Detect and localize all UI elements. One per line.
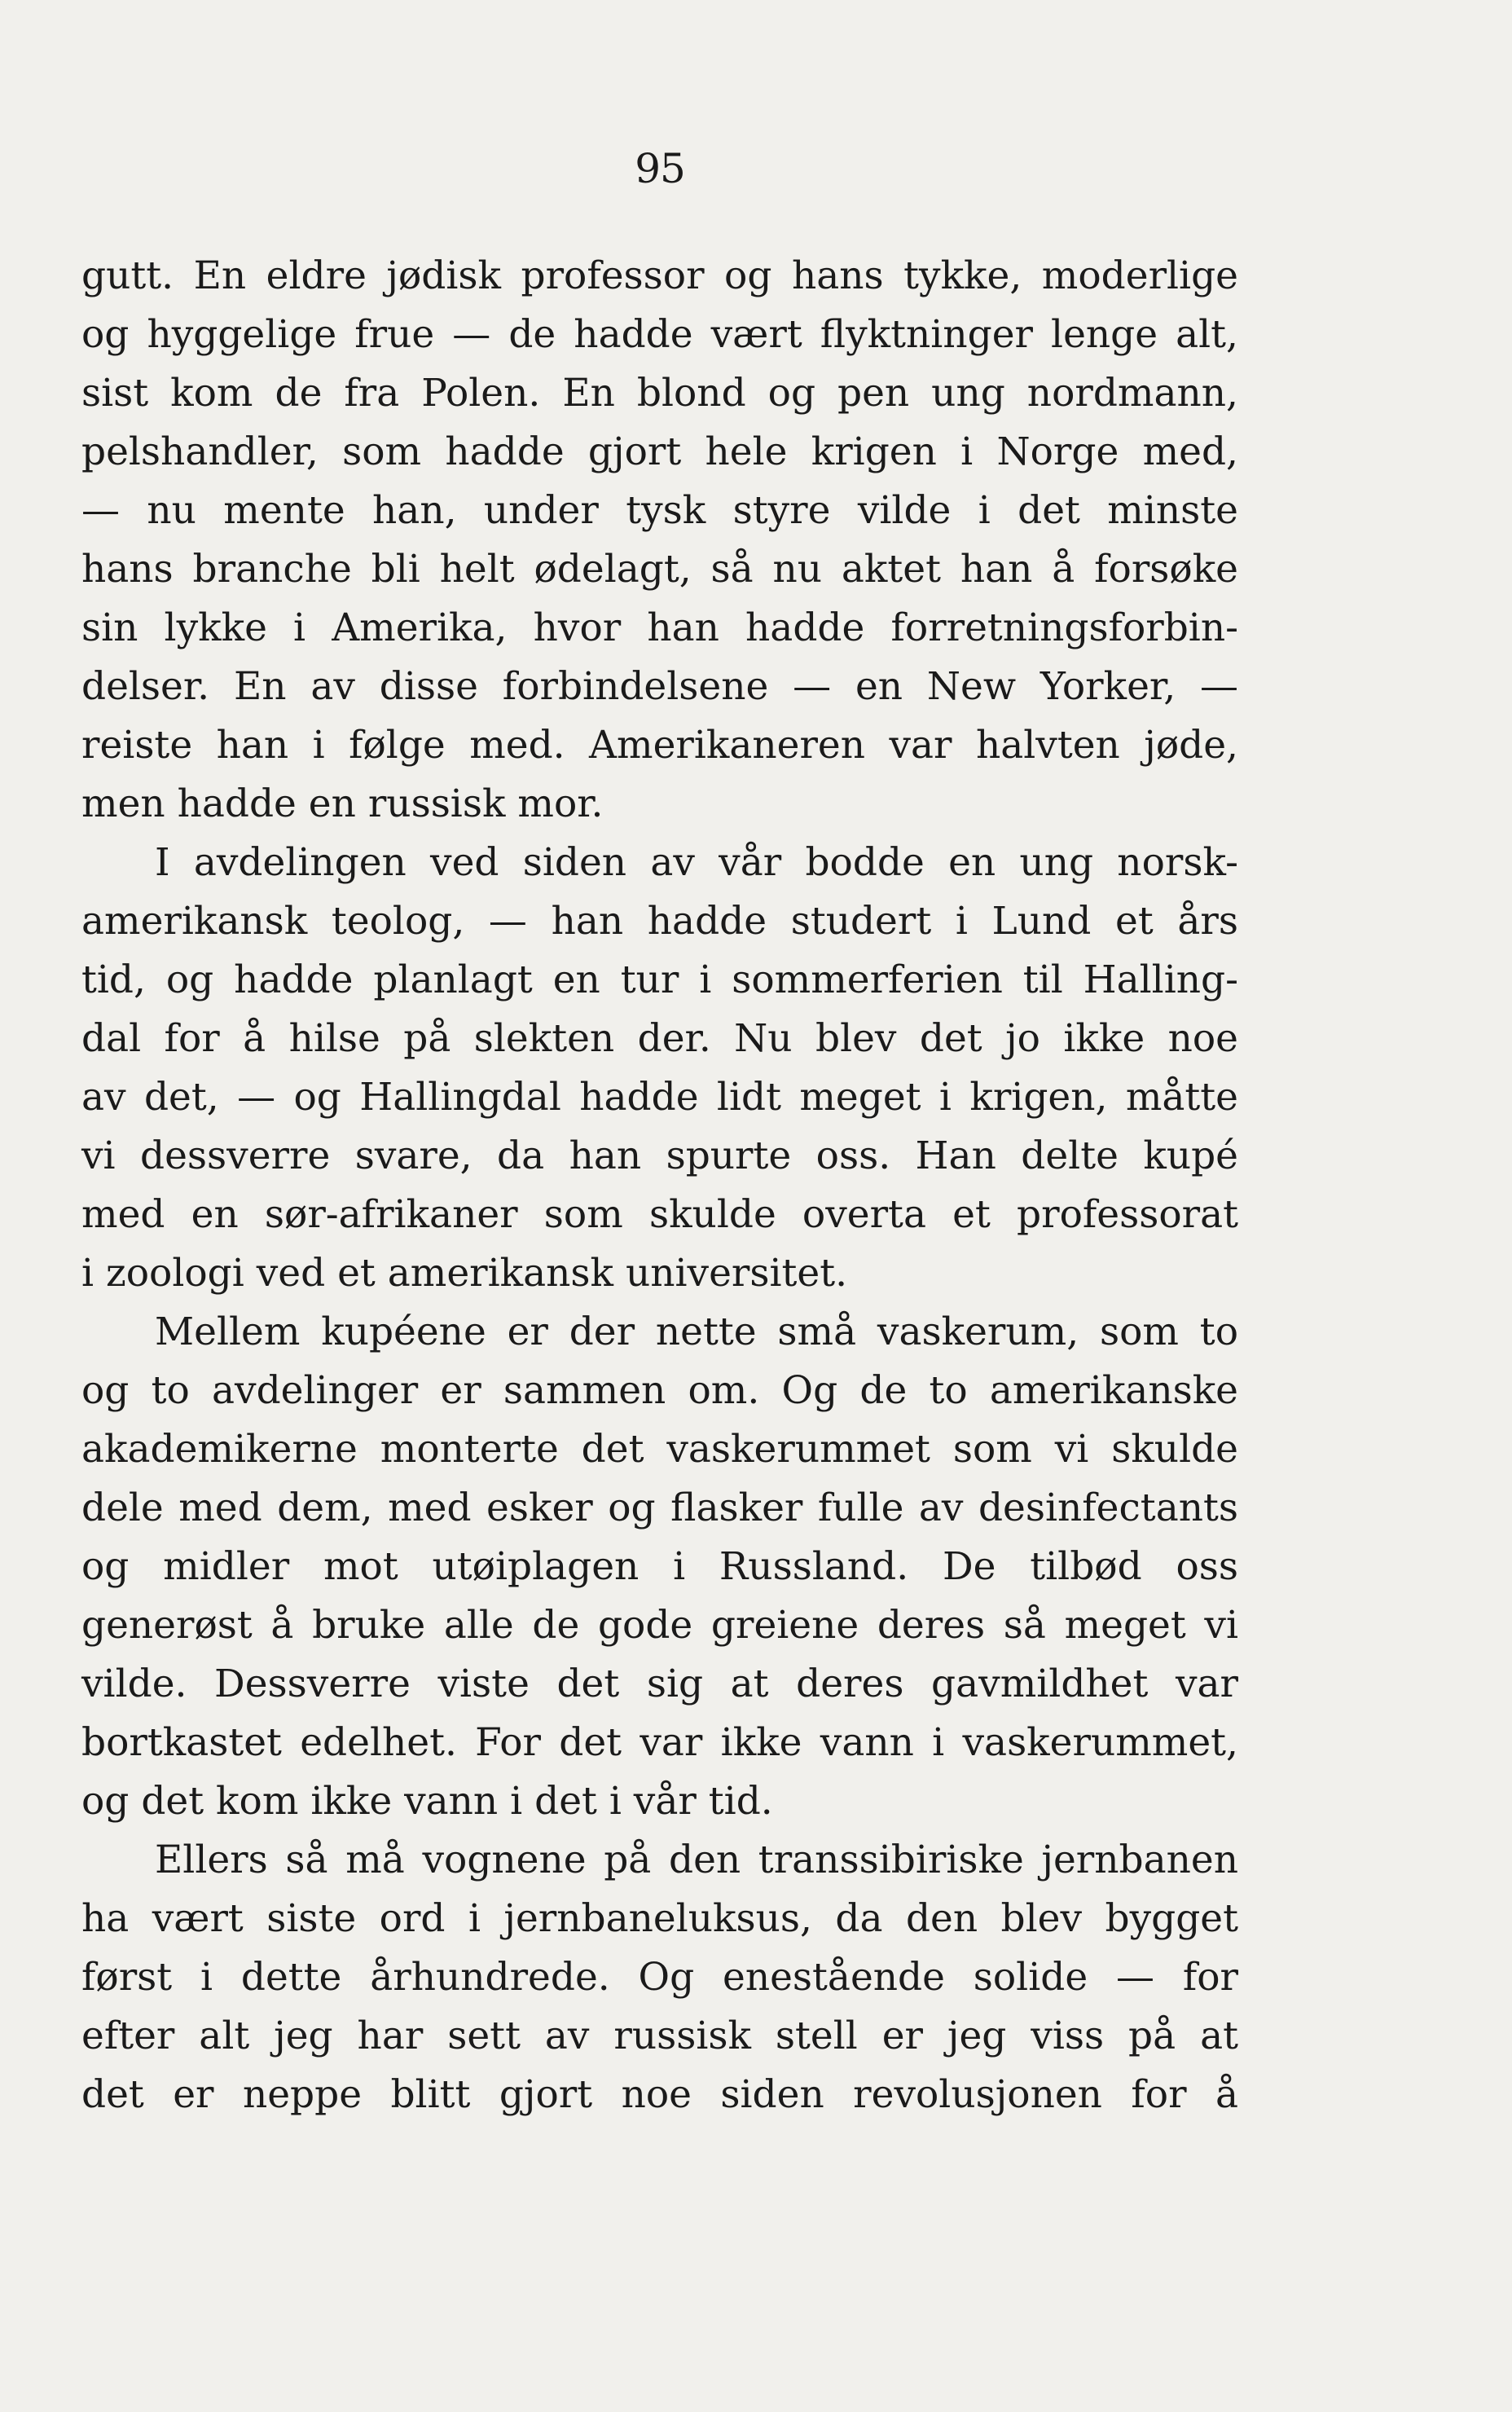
text-line: vi dessverre svare, da han spurte oss. Han delte kupé [81, 1133, 1238, 1178]
text-line: sist kom de fra Polen. En blond og pen ung nordmann, [81, 371, 1238, 416]
text-line: akademikerne monterte det vaskerummet som vi skulde [81, 1427, 1238, 1472]
text-line: gutt. En eldre jødisk professor og hans tykke, moderlige [81, 253, 1238, 298]
text-line: — nu mente han, under tysk styre vilde i det minste [81, 488, 1238, 533]
text-line: ha vært siste ord i jernbaneluksus, da den blev bygget [81, 1896, 1238, 1941]
text-line: I avdelingen ved siden av vår bodde en ung norsk- [155, 840, 1238, 885]
text-line: pelshandler, som hadde gjort hele krigen i Norge med, [81, 429, 1238, 474]
text-line: og hyggelige frue — de hadde vært flyktninger lenge alt, [81, 312, 1238, 357]
text-line: vilde. Dessverre viste det sig at deres gavmildhet var [81, 1662, 1238, 1706]
text-line: Ellers så må vognene på den transsibiriske jernbanen [155, 1838, 1238, 1882]
text-line: og det kom ikke vann i det i vår tid. [81, 1779, 773, 1824]
text-line: delser. En av disse forbindelsene — en New Yorker, — [81, 664, 1238, 709]
text-line: først i dette århundrede. Og enestående solide — for [81, 1955, 1238, 2000]
text-line: i zoologi ved et amerikansk universitet. [81, 1251, 848, 1296]
text-line: og to avdelinger er sammen om. Og de to amerikanske [81, 1368, 1238, 1413]
text-line: sin lykke i Amerika, hvor han hadde forretningsforbin- [81, 605, 1238, 650]
text-line: bortkastet edelhet. For det var ikke vann i vaskerummet, [81, 1720, 1238, 1765]
text-line: hans branche bli helt ødelagt, så nu aktet han å forsøke [81, 547, 1238, 592]
text-line: med en sør-afrikaner som skulde overta et professorat [81, 1192, 1238, 1237]
text-line: amerikansk teolog, — han hadde studert i Lund et års [81, 899, 1238, 944]
text-line: tid, og hadde planlagt en tur i sommerferien til Halling- [81, 957, 1238, 1002]
text-line: Mellem kupéene er der nette små vaskerum, som to [155, 1309, 1238, 1354]
text-line: det er neppe blitt gjort noe siden revolusjonen for å [81, 2072, 1238, 2117]
page-number: 95 [635, 145, 685, 192]
text-line: efter alt jeg har sett av russisk stell er jeg viss på at [81, 2014, 1238, 2058]
text-line: dal for å hilse på slekten der. Nu blev det jo ikke noe [81, 1016, 1238, 1061]
body-text [81, 247, 1238, 2124]
text-line: reiste han i følge med. Amerikaneren var halvten jøde, [81, 723, 1238, 768]
text-line: generøst å bruke alle de gode greiene deres så meget vi [81, 1603, 1238, 1648]
text-line: og midler mot utøiplagen i Russland. De tilbød oss [81, 1544, 1238, 1589]
text-line: men hadde en russisk mor. [81, 781, 604, 826]
text-line: av det, — og Hallingdal hadde lidt meget i krigen, måtte [81, 1075, 1238, 1120]
text-line: dele med dem, med esker og flasker fulle av desinfectants [81, 1485, 1238, 1530]
